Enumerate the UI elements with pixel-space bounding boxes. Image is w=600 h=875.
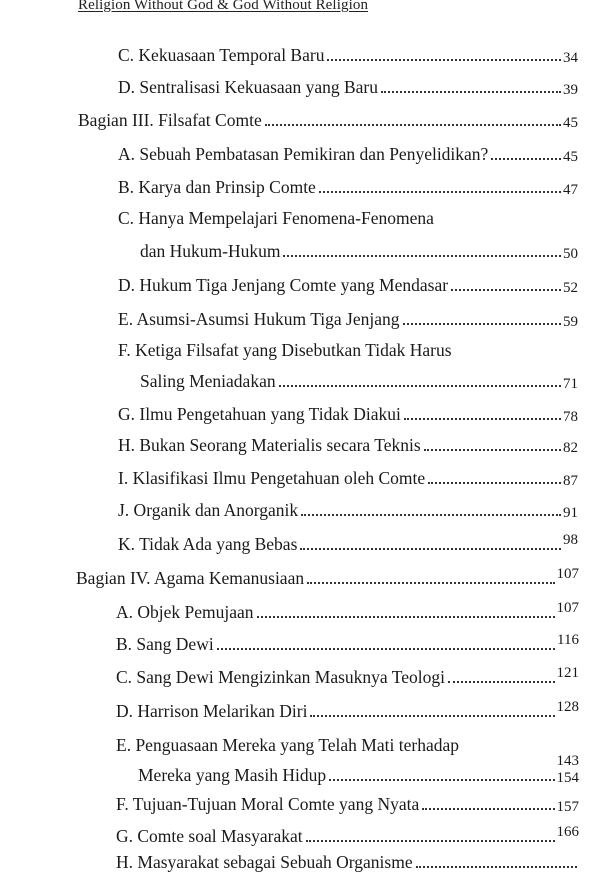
- toc-page-number: 50: [563, 246, 578, 262]
- toc-page-number: 39: [563, 82, 578, 98]
- toc-entry-title: dan Hukum-Hukum: [140, 241, 281, 261]
- running-head: Religion Without God & God Without Religion: [78, 0, 369, 13]
- dot-leader: [451, 289, 561, 291]
- toc-entry[interactable]: [118, 304, 578, 330]
- toc-entry-title: G. Ilmu Pengetahuan yang Tidak Diakui: [118, 404, 401, 424]
- toc-entry[interactable]: [116, 629, 579, 655]
- toc-entry-title-line1: C. Hanya Mempelajari Fenomena-Fenomena: [118, 208, 434, 228]
- toc-page-number: 78: [563, 409, 578, 425]
- dot-leader: [306, 840, 555, 842]
- toc-entry-part[interactable]: [78, 105, 578, 131]
- toc-page-number: 166: [556, 824, 579, 840]
- toc-page-number: 107: [556, 566, 579, 582]
- toc-page-number: 47: [563, 182, 578, 198]
- toc-page-number: 157: [556, 799, 579, 815]
- toc-entry[interactable]: [118, 72, 578, 98]
- dot-leader: [265, 124, 561, 126]
- toc-entry-title-line1: E. Penguasaan Mereka yang Telah Mati terhadap: [116, 735, 459, 755]
- toc-entry[interactable]: [116, 696, 579, 722]
- toc-page-number: 87: [563, 473, 578, 489]
- toc-page-number: 128: [556, 699, 579, 715]
- toc-entry[interactable]: [116, 847, 579, 873]
- dot-leader: [403, 323, 562, 325]
- toc-entry-title: A. Sebuah Pembatasan Pemikiran dan Penyelidikan?: [118, 144, 489, 164]
- toc-entry[interactable]: [116, 821, 579, 847]
- dot-leader: [319, 191, 561, 193]
- toc-entry-title: D. Sentralisasi Kekuasaan yang Baru: [118, 77, 378, 97]
- toc-page-number: 107: [556, 600, 579, 616]
- toc-entry[interactable]: [118, 463, 578, 489]
- toc-entry[interactable]: [116, 789, 579, 815]
- toc-entry-title: D. Hukum Tiga Jenjang Comte yang Mendasar: [118, 275, 449, 295]
- dot-leader: [327, 59, 561, 61]
- toc-entry-title: H. Masyarakat sebagai Sebuah Organisme: [116, 852, 413, 872]
- toc-page-number: 98: [563, 532, 578, 548]
- dot-leader: [300, 548, 561, 550]
- toc-entry-title: D. Harrison Melarikan Diri: [116, 701, 308, 721]
- toc-entry-title-line1: F. Ketiga Filsafat yang Disebutkan Tidak Harus: [118, 340, 452, 360]
- toc-entry-line1[interactable]: [116, 730, 579, 769]
- dot-leader: [416, 866, 577, 868]
- toc-entry[interactable]: [116, 662, 579, 688]
- toc-entry-title: K. Tidak Ada yang Bebas: [118, 534, 298, 554]
- dot-leader: [283, 255, 561, 257]
- toc-page-number: 121: [556, 665, 579, 681]
- toc-entry-title: Bagian III. Filsafat Comte: [78, 110, 262, 130]
- toc-entry[interactable]: [118, 529, 578, 555]
- toc-entry-title: E. Asumsi-Asumsi Hukum Tiga Jenjang: [118, 309, 400, 329]
- toc-entry-title: Saling Meniadakan: [140, 371, 276, 391]
- toc-page-number: 45: [563, 115, 578, 131]
- dot-leader: [381, 91, 561, 93]
- toc-page-number: 45: [563, 149, 578, 165]
- toc-entry[interactable]: [118, 495, 578, 521]
- toc-page-number: 154: [556, 770, 579, 786]
- toc-entry[interactable]: [118, 40, 578, 66]
- toc-entry[interactable]: [116, 597, 579, 623]
- toc-entry-title: Bagian IV. Agama Kemanusiaan: [76, 568, 305, 588]
- toc-page-number: 91: [563, 505, 578, 521]
- toc-entry-title: F. Tujuan-Tujuan Moral Comte yang Nyata: [116, 794, 420, 814]
- dot-leader: [307, 582, 554, 584]
- dot-leader: [329, 779, 554, 781]
- dot-leader: [424, 449, 561, 451]
- dot-leader: [310, 715, 554, 717]
- dot-leader: [301, 514, 561, 516]
- toc-entry-title: G. Comte soal Masyarakat: [116, 826, 303, 846]
- dot-leader: [217, 648, 555, 650]
- toc-entry-title: B. Karya dan Prinsip Comte: [118, 177, 316, 197]
- toc-entry[interactable]: [140, 236, 578, 262]
- toc-entry-title: H. Bukan Seorang Materialis secara Teknis: [118, 435, 421, 455]
- toc-entry-title: J. Organik dan Anorganik: [118, 500, 299, 520]
- toc-entry[interactable]: [118, 139, 578, 165]
- dot-leader: [491, 158, 561, 160]
- toc-entry[interactable]: [118, 399, 578, 425]
- dot-leader: [428, 482, 561, 484]
- toc-entry[interactable]: [118, 172, 578, 198]
- toc-page-number: 82: [563, 440, 578, 456]
- toc-entry-title: A. Objek Pemujaan: [116, 602, 254, 622]
- toc-entry[interactable]: [118, 430, 578, 456]
- toc-page-number: 116: [557, 632, 579, 648]
- toc-page-number: 34: [563, 50, 578, 66]
- toc-entry-title: I. Klasifikasi Ilmu Pengetahuan oleh Comte: [118, 468, 426, 488]
- toc-page-number: 143: [556, 753, 579, 769]
- dot-leader: [257, 616, 555, 618]
- toc-entry-title: Mereka yang Masih Hidup: [138, 765, 327, 785]
- dot-leader: [279, 385, 561, 387]
- toc-entry[interactable]: [138, 760, 579, 786]
- toc-entry-title: C. Sang Dewi Mengizinkan Masuknya Teologi: [116, 667, 445, 687]
- toc-entry[interactable]: [118, 270, 578, 296]
- toc-entry-part[interactable]: [76, 563, 579, 589]
- toc-page-number: 71: [563, 376, 578, 392]
- dot-leader: [422, 808, 554, 810]
- toc-entry[interactable]: [140, 366, 578, 392]
- dot-leader: [404, 418, 561, 420]
- toc-entry-title: B. Sang Dewi: [116, 634, 214, 654]
- toc-page-number: 59: [563, 314, 578, 330]
- toc-page-number: 52: [563, 280, 578, 296]
- toc-entry-title: C. Kekuasaan Temporal Baru: [118, 45, 325, 65]
- dot-leader: [448, 681, 555, 683]
